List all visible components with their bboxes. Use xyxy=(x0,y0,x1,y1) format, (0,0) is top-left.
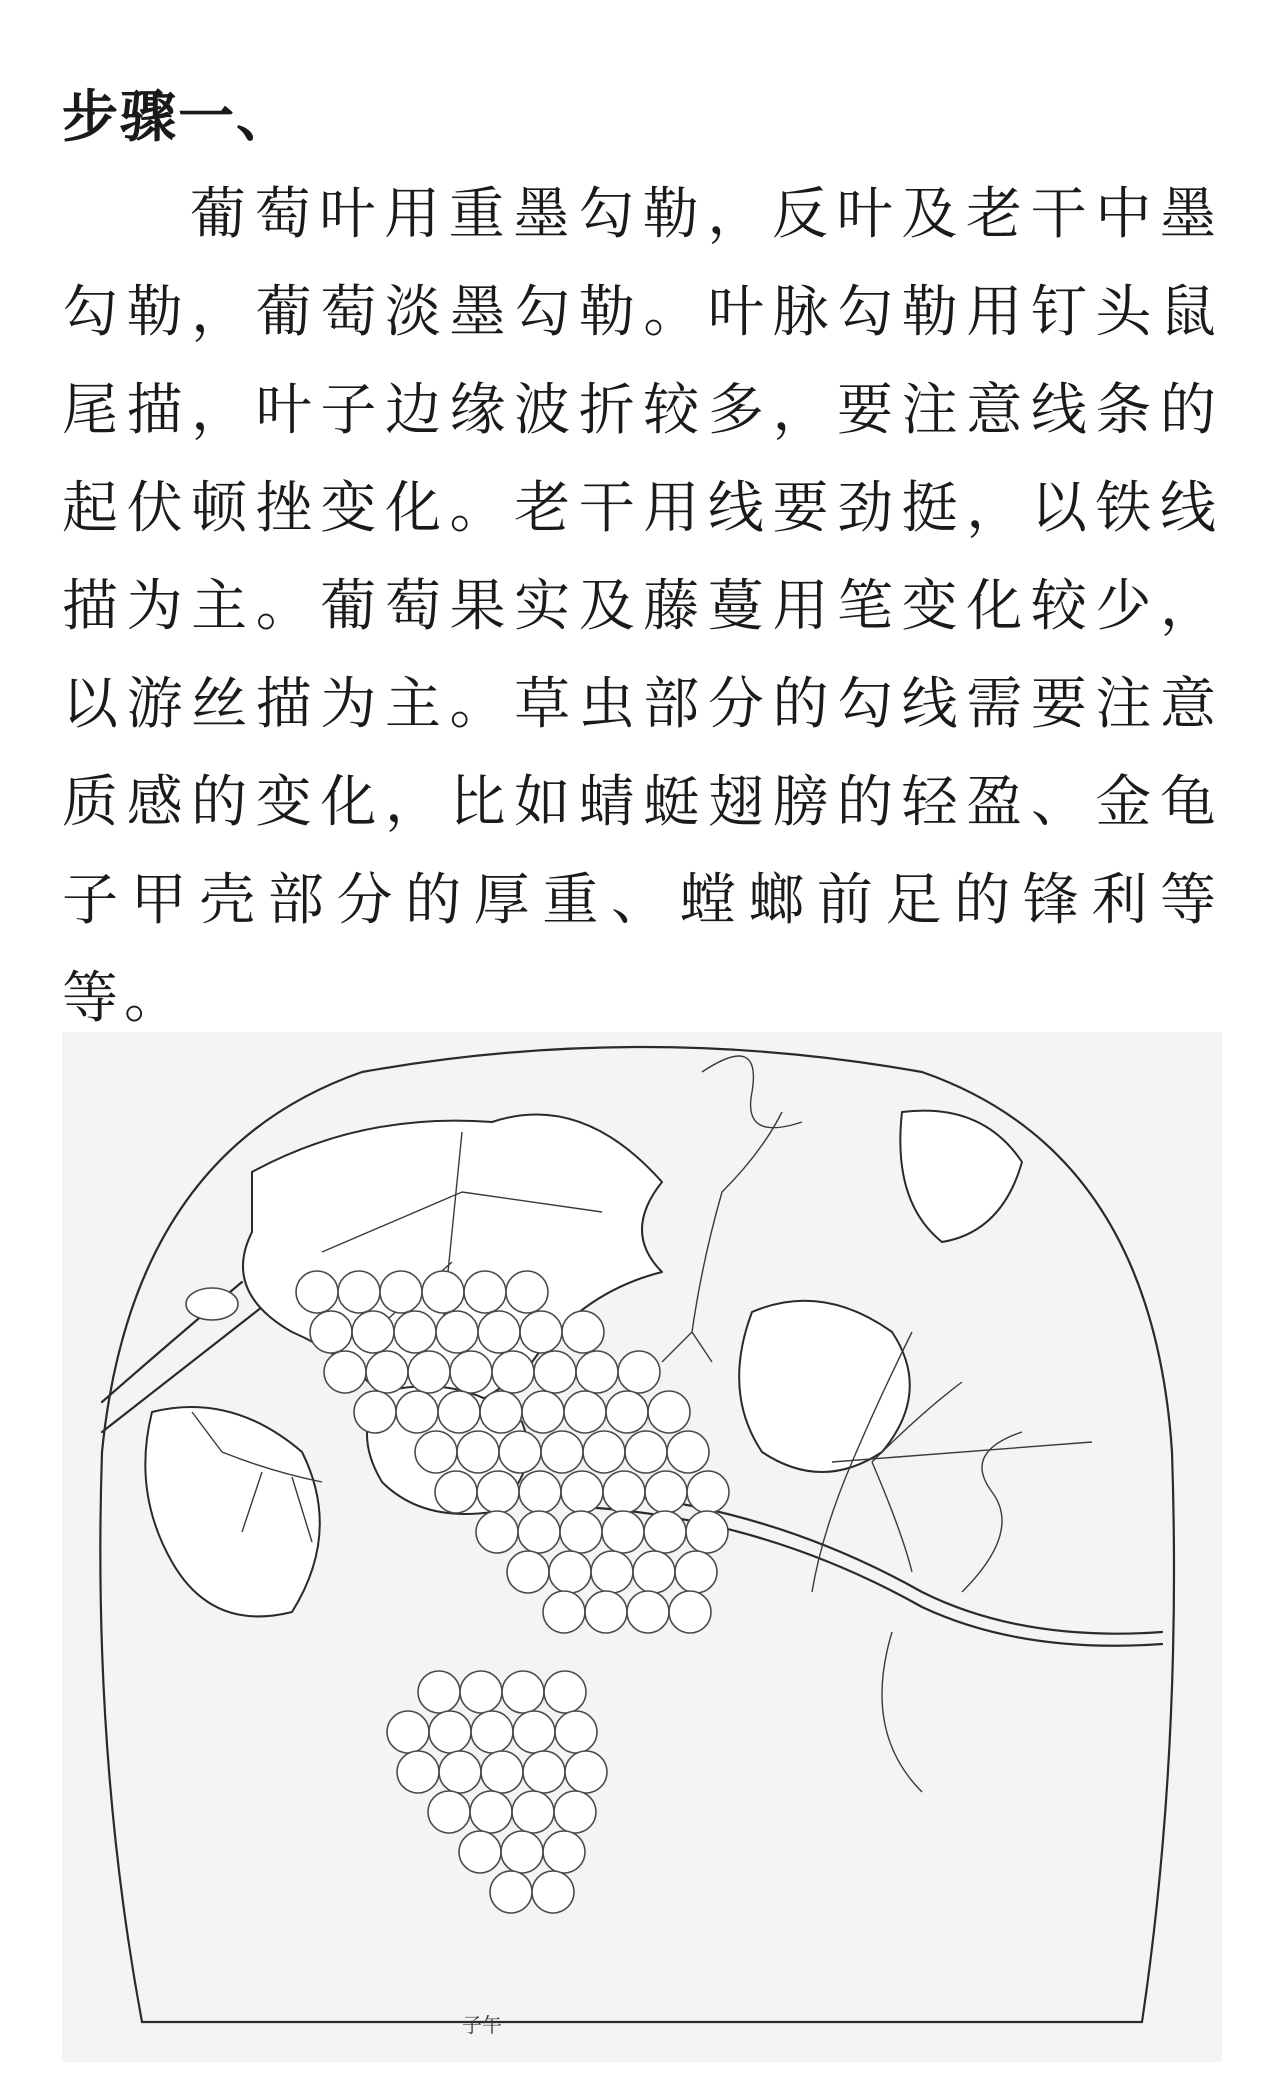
grape-berry xyxy=(522,1391,564,1433)
grape-berry xyxy=(480,1391,522,1433)
grape-berry xyxy=(606,1391,648,1433)
grape-berry xyxy=(564,1391,606,1433)
grape-berry xyxy=(394,1311,436,1353)
grape-berry xyxy=(435,1471,477,1513)
grape-berry xyxy=(532,1871,574,1913)
grape-berry xyxy=(561,1471,603,1513)
grape-berry xyxy=(396,1391,438,1433)
grape-berry xyxy=(667,1431,709,1473)
grape-line-drawing xyxy=(62,1032,1222,2062)
grape-berry xyxy=(618,1351,660,1393)
grape-berry xyxy=(507,1551,549,1593)
grape-leaf-right xyxy=(739,1301,910,1472)
grape-berry xyxy=(478,1311,520,1353)
grape-berry xyxy=(541,1431,583,1473)
grape-berry xyxy=(459,1831,501,1873)
grape-berry xyxy=(555,1711,597,1753)
grape-berry xyxy=(428,1791,470,1833)
grape-berry xyxy=(648,1391,690,1433)
grape-berry xyxy=(450,1351,492,1393)
grape-berry xyxy=(464,1271,506,1313)
grape-berry xyxy=(310,1311,352,1353)
grape-berry xyxy=(502,1671,544,1713)
grape-berry xyxy=(460,1671,502,1713)
grape-berry xyxy=(549,1551,591,1593)
grape-bunch xyxy=(296,1271,729,1913)
grape-berry xyxy=(565,1751,607,1793)
grape-berry xyxy=(543,1591,585,1633)
grape-berry xyxy=(457,1431,499,1473)
grape-berry xyxy=(644,1511,686,1553)
grape-berry xyxy=(645,1471,687,1513)
grape-berry xyxy=(418,1671,460,1713)
grape-berry xyxy=(513,1711,555,1753)
grape-berry xyxy=(439,1751,481,1793)
grape-berry xyxy=(296,1271,338,1313)
grape-berry xyxy=(625,1431,667,1473)
grape-berry xyxy=(506,1271,548,1313)
grape-berry xyxy=(686,1511,728,1553)
grape-berry xyxy=(422,1271,464,1313)
grape-berry xyxy=(687,1471,729,1513)
grape-berry xyxy=(470,1791,512,1833)
grape-berry xyxy=(591,1551,633,1593)
grape-berry xyxy=(520,1311,562,1353)
grape-berry xyxy=(397,1751,439,1793)
grape-berry xyxy=(583,1431,625,1473)
grape-berry xyxy=(602,1511,644,1553)
grape-berry xyxy=(501,1831,543,1873)
grape-berry xyxy=(576,1351,618,1393)
grape-berry xyxy=(477,1471,519,1513)
grape-berry xyxy=(499,1431,541,1473)
grape-berry xyxy=(415,1431,457,1473)
grape-berry xyxy=(429,1711,471,1753)
grape-berry xyxy=(481,1751,523,1793)
grape-berry xyxy=(408,1351,450,1393)
grape-berry xyxy=(560,1511,602,1553)
grape-berry xyxy=(585,1591,627,1633)
grape-leaf-topright xyxy=(900,1111,1022,1242)
grape-berry xyxy=(324,1351,366,1393)
grape-berry xyxy=(633,1551,675,1593)
step-heading: 步骤一、 xyxy=(62,85,294,150)
artist-seal: 子午 xyxy=(462,2013,502,2037)
grape-berry xyxy=(534,1351,576,1393)
grape-berry xyxy=(603,1471,645,1513)
grape-berry xyxy=(554,1791,596,1833)
grape-berry xyxy=(354,1391,396,1433)
grape-berry xyxy=(471,1711,513,1753)
grape-berry xyxy=(438,1391,480,1433)
grape-berry xyxy=(436,1311,478,1353)
grape-berry xyxy=(523,1751,565,1793)
grape-berry xyxy=(519,1471,561,1513)
grape-berry xyxy=(387,1711,429,1753)
grape-berry xyxy=(492,1351,534,1393)
grape-leaf-left xyxy=(145,1407,319,1616)
grape-berry xyxy=(543,1831,585,1873)
grape-drawing-svg xyxy=(62,1032,1222,2062)
grape-berry xyxy=(338,1271,380,1313)
grape-berry xyxy=(476,1511,518,1553)
step-description: 葡萄叶用重墨勾勒，反叶及老干中墨勾勒，葡萄淡墨勾勒。叶脉勾勒用钉头鼠尾描，叶子边缘波折较多，要注意线条的起伏顿挫变化。老干用线要劲挺，以铁线描为主。葡萄果实及藤蔓用笔变化较少，以游丝描为主。草虫部分的勾线需要注意质感的变化，比如蜻蜓翅膀的轻盈、金龟子甲壳部分的厚重、螳螂前足的锋利等等。 xyxy=(62,182,1222,1031)
grape-berry xyxy=(669,1591,711,1633)
grape-berry xyxy=(562,1311,604,1353)
grape-berry xyxy=(544,1671,586,1713)
grape-berry xyxy=(512,1791,554,1833)
grape-berry xyxy=(518,1511,560,1553)
grape-berry xyxy=(366,1351,408,1393)
grape-berry xyxy=(352,1311,394,1353)
grape-berry xyxy=(490,1871,532,1913)
grape-berry xyxy=(627,1591,669,1633)
grape-berry xyxy=(380,1271,422,1313)
beetle xyxy=(186,1288,238,1320)
grape-berry xyxy=(675,1551,717,1593)
